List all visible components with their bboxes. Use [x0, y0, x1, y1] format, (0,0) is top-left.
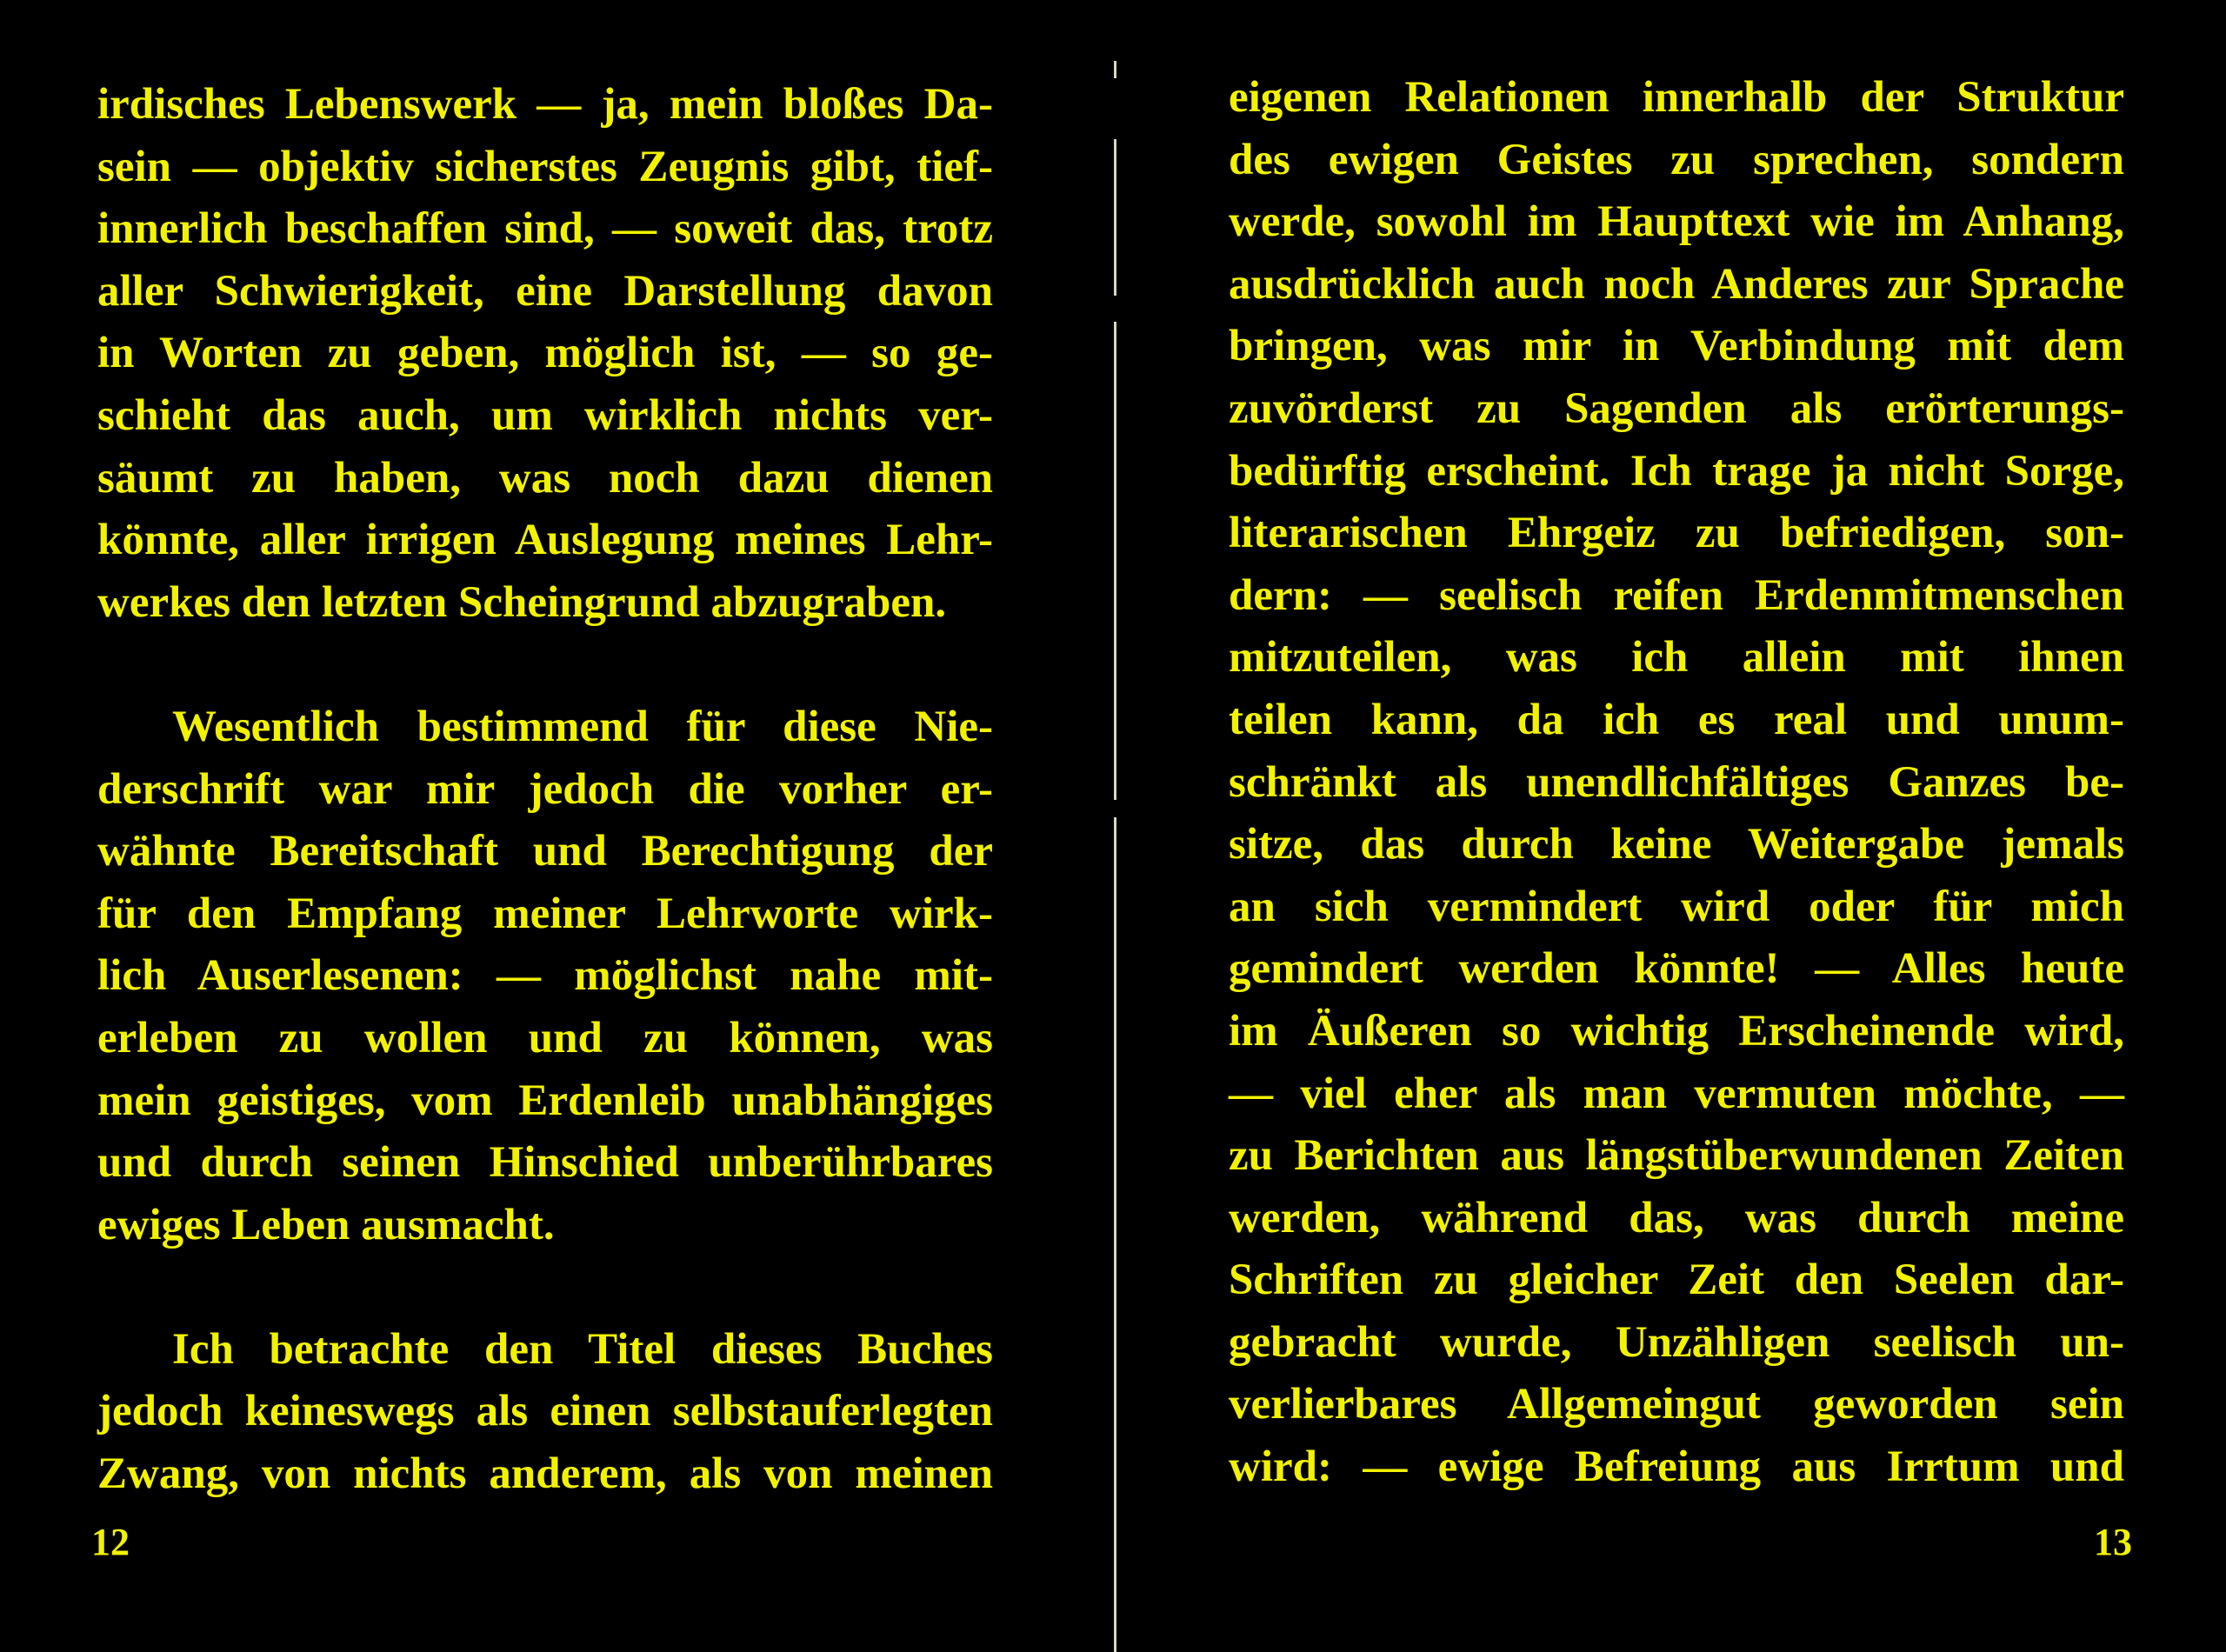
text-line: sein — objektiv sicherstes Zeugnis gibt, tief- — [97, 142, 993, 191]
text-line: erleben zu wollen und zu können, was — [97, 1013, 993, 1062]
text-line: des ewigen Geistes zu sprechen, sondern — [1229, 135, 2124, 184]
text-line: gemindert werden könnte! — Alles heute — [1229, 944, 2124, 994]
page-number-right: 13 — [2094, 1521, 2132, 1563]
text-line: im Äußeren so wichtig Erscheinende wird, — [1229, 1006, 2124, 1056]
text-line: wird: — ewige Befreiung aus Irrtum und — [1229, 1442, 2124, 1492]
text-line: mitzuteilen, was ich allein mit ihnen — [1229, 633, 2124, 683]
right-page — [1122, 0, 2226, 1652]
text-line: werkes den letzten Scheingrund abzugraben. — [97, 577, 947, 627]
text-line: derschrift war mir jedoch die vorher er- — [97, 764, 993, 814]
text-line: und durch seinen Hinschied unberührbares — [97, 1138, 993, 1188]
text-line: könnte, aller irrigen Auslegung meines Lehr- — [97, 516, 993, 565]
text-line: werden, während das, was durch meine — [1229, 1193, 2124, 1242]
text-line: dern: — seelisch reifen Erdenmitmenschen — [1229, 570, 2124, 620]
text-line: werde, sowohl im Haupttext wie im Anhang, — [1229, 197, 2124, 247]
text-line: bedürftig erscheint. Ich trage ja nicht Sorge, — [1229, 446, 2124, 496]
text-line: innerlich beschaffen sind, — soweit das, trotz — [97, 204, 993, 254]
text-line: literarischen Ehrgeiz zu befriedigen, son- — [1229, 509, 2124, 558]
text-line: teilen kann, da ich es real und unum- — [1229, 695, 2124, 744]
text-line: — viel eher als man vermuten möchte, — — [1229, 1069, 2124, 1118]
text-line: eigenen Relationen innerhalb der Struktur — [1229, 73, 2124, 122]
text-line: an sich vermindert wird oder für mich — [1229, 882, 2124, 931]
text-line: ausdrücklich auch noch Anderes zur Sprache — [1229, 259, 2124, 309]
text-line: schieht das auch, um wirklich nichts ver- — [97, 390, 993, 440]
text-line: aller Schwierigkeit, eine Darstellung davon — [97, 266, 993, 316]
text-line: jedoch keineswegs als einen selbstauferlegten — [97, 1387, 993, 1436]
left-page-text — [97, 74, 993, 1506]
text-line: zu Berichten aus längstüberwundenen Zeiten — [1229, 1131, 2124, 1181]
text-line: ewiges Leben ausmacht. — [97, 1200, 555, 1249]
right-page-text — [1229, 67, 2124, 1499]
paragraph-gap — [97, 1256, 993, 1319]
text-line: mein geistiges, vom Erdenleib unabhängiges — [97, 1076, 993, 1125]
text-line: lich Auserlesenen: — möglichst nahe mit- — [97, 951, 993, 1001]
text-line: schränkt als unendlichfältiges Ganzes be- — [1229, 757, 2124, 807]
text-line: zuvörderst zu Sagenden als erörterungs- — [1229, 383, 2124, 433]
page-number-left: 12 — [91, 1521, 130, 1563]
text-line: Zwang, von nichts anderem, als von meinen — [97, 1449, 993, 1499]
book-gutter — [1114, 52, 1116, 1652]
text-line: Ich betrachte den Titel dieses Buches — [172, 1324, 993, 1374]
text-line: irdisches Lebenswerk — ja, mein bloßes Da- — [97, 80, 993, 129]
text-line: Schriften zu gleicher Zeit den Seelen dar- — [1229, 1256, 2124, 1305]
paragraph-gap — [97, 634, 993, 696]
text-line: wähnte Bereitschaft und Berechtigung der — [97, 827, 993, 876]
text-line: in Worten zu geben, möglich ist, — so ge- — [97, 329, 993, 378]
text-line: gebracht wurde, Unzähligen seelisch un- — [1229, 1317, 2124, 1367]
text-line: bringen, was mir in Verbindung mit dem — [1229, 322, 2124, 371]
text-line: verlierbares Allgemeingut geworden sein — [1229, 1380, 2124, 1429]
text-line: für den Empfang meiner Lehrworte wirk- — [97, 889, 993, 938]
text-line: sitze, das durch keine Weitergabe jemals — [1229, 820, 2124, 869]
text-line: Wesentlich bestimmend für diese Nie- — [172, 702, 993, 751]
left-page — [0, 0, 1104, 1652]
text-line: säumt zu haben, was noch dazu dienen — [97, 453, 993, 503]
